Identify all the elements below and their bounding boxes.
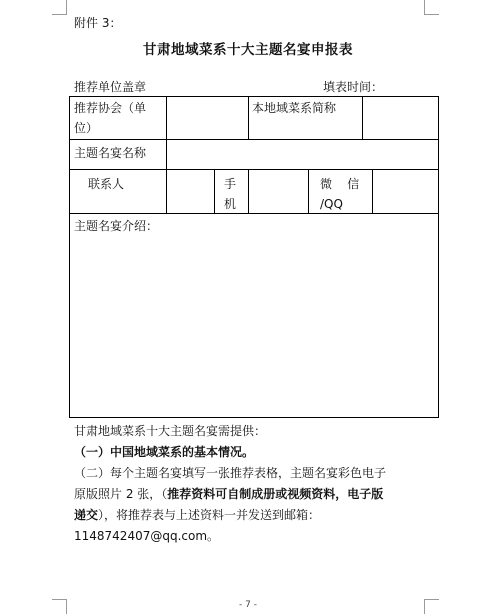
page-number: - 7 - [239,600,257,610]
notes-heading: 甘肃地域菜系十大主题名宴需提供： [74,424,267,438]
notes-item-1: （一）中国地域菜系的基本情况。 [74,445,255,459]
notes-item-2-line-2-normal: 原版照片 2 张，（ [74,487,168,501]
phone-input[interactable] [249,170,308,213]
notes-item-2-line-1: （二）每个主题名宴填写一张推荐表格，主题名宴彩色电子 [74,466,387,480]
banquet-intro-label: 主题名宴介绍： [74,219,159,233]
wechat-label-line2: /QQ [320,197,343,211]
banquet-name-label: 主题名宴名称 [74,146,147,160]
contact-input[interactable] [167,170,214,213]
notes-item-2-line-3-normal: ），将推荐表与上述资料一并发送到邮箱： [98,508,321,522]
requirements-notes [74,421,440,547]
recommender-seal-label: 推荐单位盖章 [74,80,147,94]
wechat-qq-input[interactable] [373,170,438,213]
phone-label-line1: 手 [224,177,237,191]
col-divider-r3d [308,169,309,213]
banquet-intro-input[interactable] [70,237,438,417]
row-divider-3 [70,213,438,214]
banquet-name-input[interactable] [167,140,438,169]
crop-mark-top-right [424,0,439,15]
phone-label-line2: 机 [224,197,237,211]
crop-mark-top-left [52,0,67,15]
assoc-input[interactable] [167,97,248,139]
application-form-table [69,96,439,418]
notes-item-2-line-3-bold: 递交 [74,508,99,522]
notes-item-2-line-2-bold: 推荐资料可自制成册或视频资料，电子版 [167,487,384,501]
col-divider-r3b [214,169,215,213]
submission-email[interactable]: 1148742407@qq.com。 [74,529,220,543]
fill-date-label: 填表时间： [323,80,384,94]
notes-item-2-line-3 [74,505,440,526]
form-title: 甘肃地域菜系十大主题名宴申报表 [143,42,353,58]
attachment-label: 附件 3： [74,16,122,30]
notes-item-2-line-2 [74,484,440,505]
cuisine-short-name-label: 本地域菜系简称 [252,101,337,115]
col-divider-r1b [248,97,249,139]
assoc-label-line1: 推荐协会（单 [74,101,147,115]
contact-label: 联系人 [88,177,125,191]
wechat-label-line1: 微 信 [320,177,360,191]
cuisine-short-name-input[interactable] [363,97,438,139]
assoc-label-line2: 位） [74,121,99,135]
